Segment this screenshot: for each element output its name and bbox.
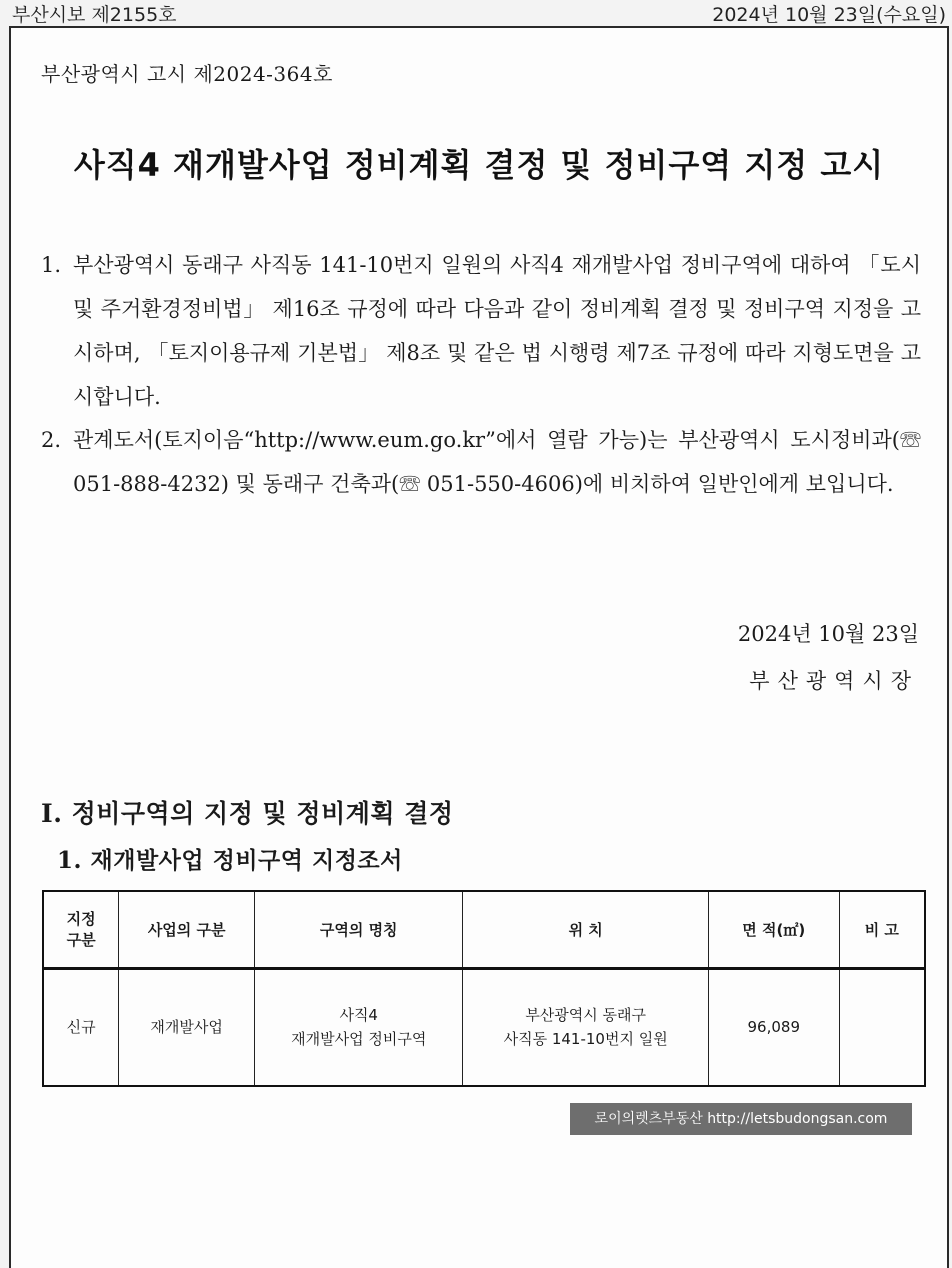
publication-header bbox=[0, 0, 952, 26]
paragraph-text: 부산광역시 동래구 사직동 141-10번지 일원의 사직4 재개발사업 정비구역에 대하여 「도시 및 주거환경정비법」 제16조 규정에 따라 다음과 같이 정비계획 결정 및 정비구역 지정을 고시하며, 「토지이용규제 기본법」 제8조 및 같은 법 시행령 제7조 규정에 따라 지형도면을 고시합니다. bbox=[73, 253, 921, 409]
publication-date: 2024년 10월 23일(수요일) bbox=[712, 4, 946, 26]
col-header-type-line1: 지정 bbox=[66, 910, 96, 929]
notice-signer: 부산광역시장 bbox=[749, 669, 919, 693]
col-header-area: 면 적(㎡) bbox=[708, 891, 839, 968]
table-header-row bbox=[43, 891, 925, 968]
section-heading: I. 정비구역의 지정 및 정비계획 결정 bbox=[41, 799, 454, 828]
watermark-banner: 로이의렛츠부동산 http://letsbudongsan.com bbox=[570, 1103, 912, 1135]
notice-paragraph-2 bbox=[41, 418, 921, 506]
cell-business: 재개발사업 bbox=[119, 968, 255, 1086]
cell-name-line1: 사직4 bbox=[339, 1006, 378, 1025]
notice-date: 2024년 10월 23일 bbox=[737, 622, 919, 646]
cell-note bbox=[839, 968, 925, 1086]
section-subheading: 1. 재개발사업 정비구역 지정조서 bbox=[57, 847, 403, 874]
paragraph-text: 관계도서(토지이음“http://www.eum.go.kr”에서 열람 가능)는 부산광역시 도시정비과(☏ 051-888-4232) 및 동래구 건축과(☏ 051-550-4606)에 비치하여 일반인에게 보입니다. bbox=[73, 428, 921, 496]
cell-name-line2: 재개발사업 정비구역 bbox=[291, 1030, 427, 1049]
cell-type: 신규 bbox=[43, 968, 119, 1086]
table-row bbox=[43, 968, 925, 1086]
col-header-type-line2: 구분 bbox=[66, 931, 96, 950]
notice-paragraph-1 bbox=[41, 243, 921, 419]
col-header-location: 위 치 bbox=[463, 891, 708, 968]
cell-area: 96,089 bbox=[708, 968, 839, 1086]
cell-location-line2: 사직동 141-10번지 일원 bbox=[503, 1030, 668, 1049]
col-header-business: 사업의 구분 bbox=[119, 891, 255, 968]
col-header-name: 구역의 명칭 bbox=[254, 891, 462, 968]
paragraph-number: 2. bbox=[41, 428, 62, 452]
notice-title: 사직4 재개발사업 정비계획 결정 및 정비구역 지정 고시 bbox=[73, 146, 885, 184]
cell-location bbox=[463, 968, 708, 1086]
cell-location-line1: 부산광역시 동래구 bbox=[525, 1006, 647, 1025]
designation-table bbox=[42, 890, 926, 1087]
col-header-note: 비 고 bbox=[839, 891, 925, 968]
notice-number: 부산광역시 고시 제2024-364호 bbox=[41, 62, 333, 86]
col-header-type bbox=[43, 891, 119, 968]
publication-name: 부산시보 제2155호 bbox=[12, 4, 177, 26]
cell-name bbox=[254, 968, 462, 1086]
paragraph-number: 1. bbox=[41, 253, 62, 277]
notice-page bbox=[9, 26, 949, 1268]
